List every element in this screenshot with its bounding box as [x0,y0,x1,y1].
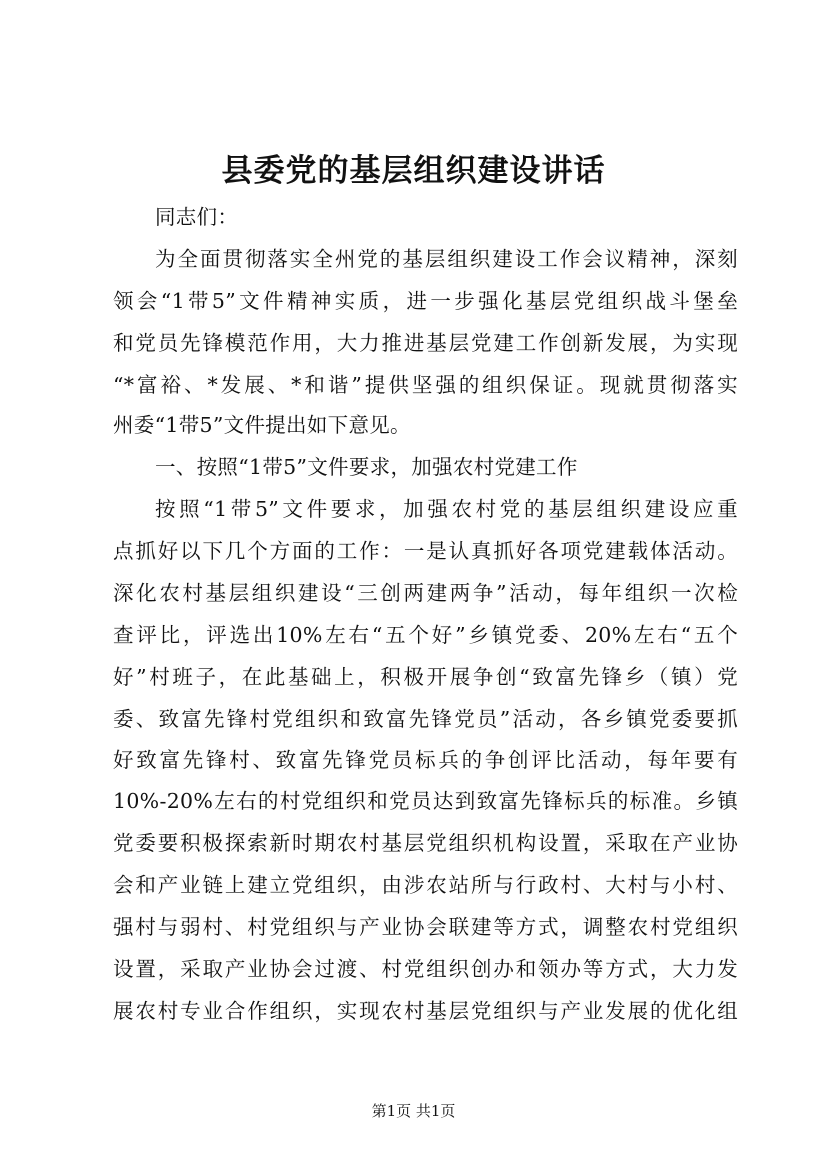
salutation-line: 同志们： [155,205,239,229]
paragraph-line: 委、致富先锋村党组织和致富先锋党员”活动，各乡镇党委要抓 [113,707,738,731]
paragraph-line: 深化农村基层组织建设“三创两建两争”活动，每年组织一次检 [113,581,738,605]
section-heading: 一、按照“1带5”文件要求，加强农村党建工作 [155,455,578,479]
paragraph-line: 为全面贯彻落实全州党的基层组织建设工作会议精神，深刻 [155,247,738,271]
paragraph-line: 领会“1带5”文件精神实质，进一步强化基层党组织战斗堡垒 [113,289,738,313]
paragraph-line: 查评比，评选出10%左右“五个好”乡镇党委、20%左右“五个 [113,623,738,647]
paragraph-line: “*富裕、*发展、*和谐”提供坚强的组织保证。现就贯彻落实 [113,373,738,397]
paragraph-line: 展农村专业合作组织，实现农村基层党组织与产业发展的优化组 [113,999,738,1023]
paragraph-line: 会和产业链上建立党组织，由涉农站所与行政村、大村与小村、 [113,873,738,897]
paragraph-line: 州委“1带5”文件提出如下意见。 [113,413,411,437]
paragraph-line: 党委要积极探索新时期农村基层党组织机构设置，采取在产业协 [113,831,738,855]
paragraph-line: 和党员先锋模范作用，大力推进基层党建工作创新发展，为实现 [113,331,738,355]
paragraph-line: 按照“1带5”文件要求，加强农村党的基层组织建设应重 [155,497,738,521]
document-title: 县委党的基层组织建设讲话 [221,153,606,189]
paragraph-line: 好致富先锋村、致富先锋党员标兵的争创评比活动，每年要有 [113,748,738,772]
paragraph-line: 10%-20%左右的村党组织和党员达到致富先锋标兵的标准。乡镇 [113,789,738,813]
paragraph-line: 设置，采取产业协会过渡、村党组织创办和领办等方式，大力发 [113,957,738,981]
paragraph-line: 点抓好以下几个方面的工作：一是认真抓好各项党建载体活动。 [113,539,738,563]
paragraph-line: 好”村班子，在此基础上，积极开展争创“致富先锋乡（镇）党 [113,665,738,689]
page-footer: 第1页 共1页 [371,1102,456,1120]
paragraph-line: 强村与弱村、村党组织与产业协会联建等方式，调整农村党组织 [113,915,738,939]
